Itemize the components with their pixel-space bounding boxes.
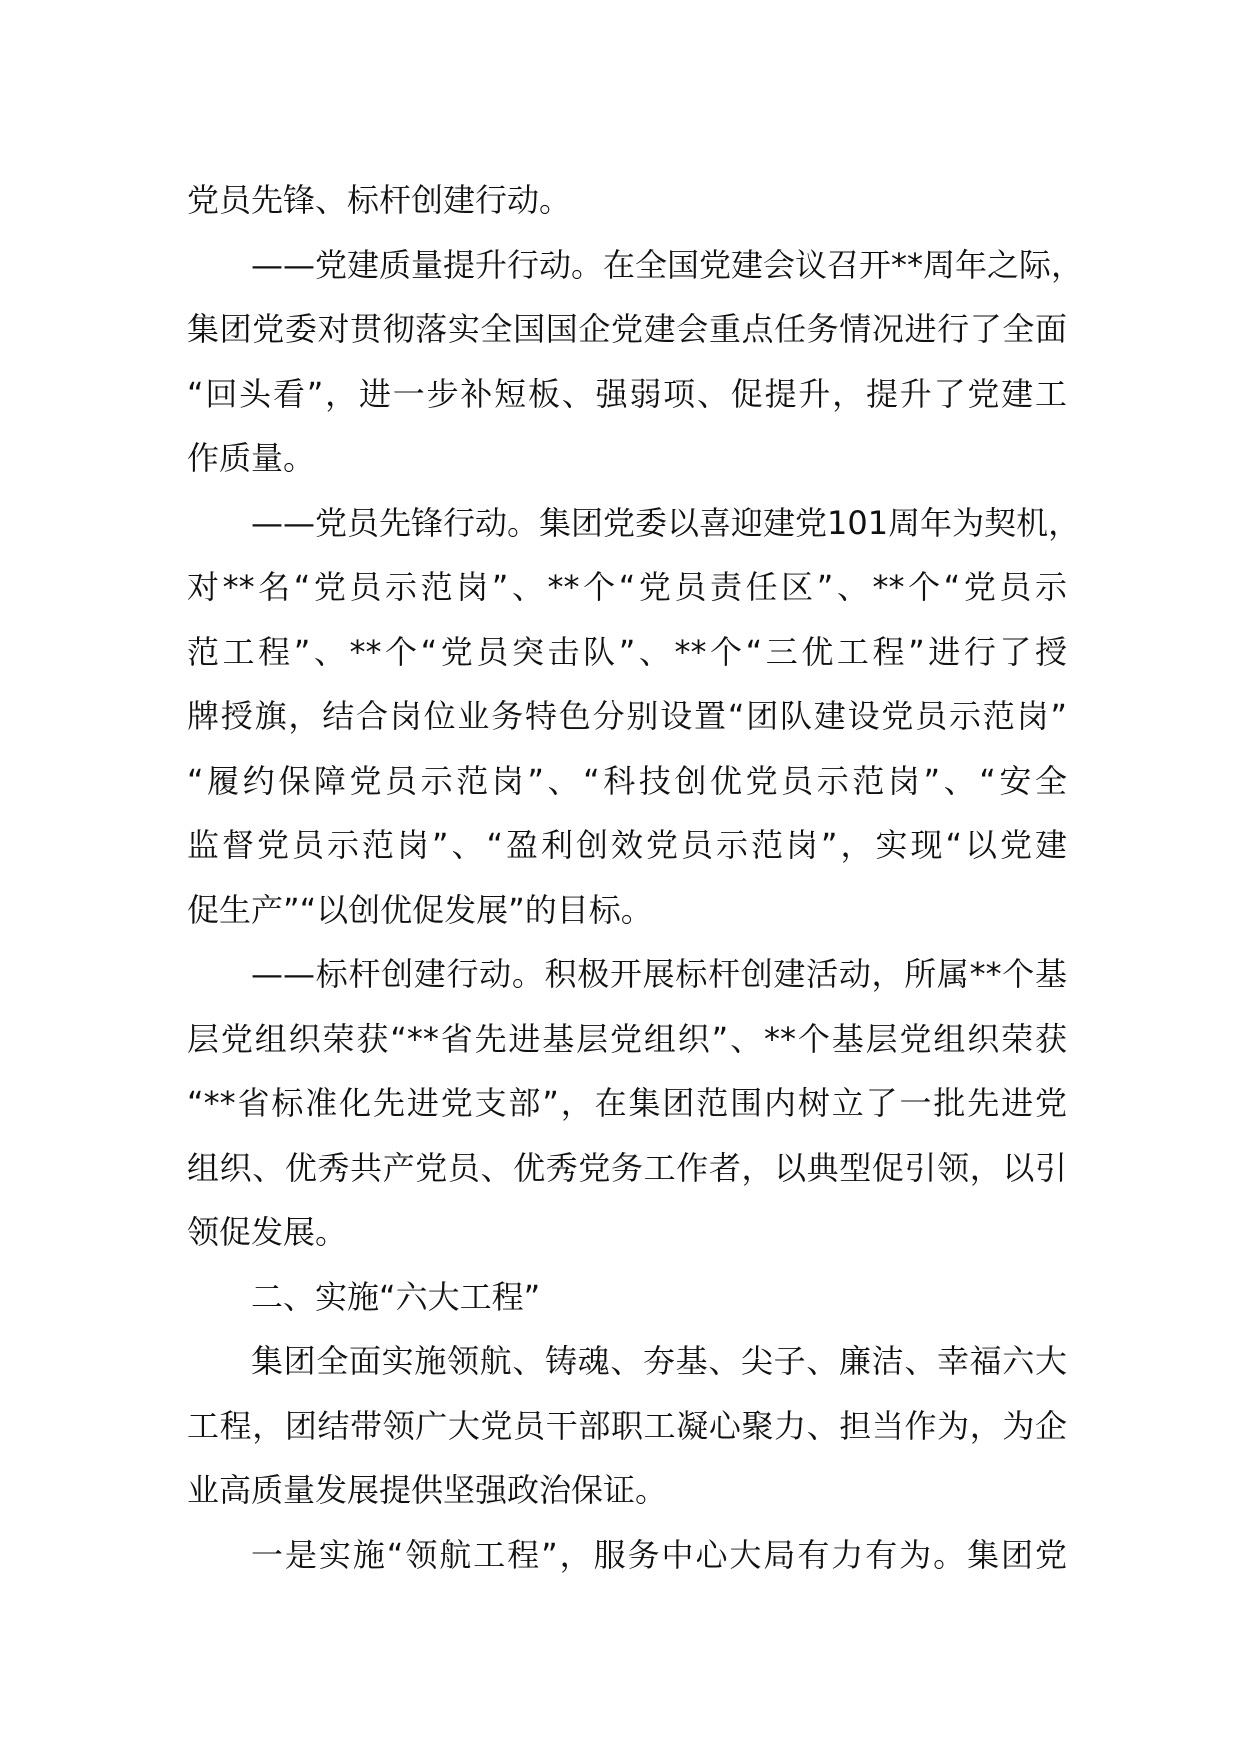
- text-line: 促生产”“以创优促发展”的目标。: [187, 890, 653, 929]
- text-line: ——标杆创建行动。积极开展标杆创建活动，所属**个基: [251, 955, 1067, 993]
- document-body: [187, 168, 1084, 1587]
- text-line: “履约保障党员示范岗”、“科技创优党员示范岗”、“安全: [187, 761, 1067, 800]
- text-line: 集团全面实施领航、铸魂、夯基、尖子、廉洁、幸福六大: [251, 1342, 1067, 1380]
- text-line: 一是实施“领航工程”，服务中心大局有力有为。集团党: [251, 1535, 1067, 1574]
- text-line: 监督党员示范岗”、“盈利创效党员示范岗”，实现“以党建: [187, 826, 1067, 864]
- text-line: ——党员先锋行动。集团党委以喜迎建党101周年为契机，: [251, 503, 1081, 542]
- text-line: 党员先锋、标杆创建行动。: [187, 181, 572, 219]
- text-line: “回头看”，进一步补短板、强弱项、促提升，提升了党建工: [187, 374, 1067, 413]
- text-line: ——党建质量提升行动。在全国党建会议召开**周年之际，: [251, 245, 1084, 284]
- text-line: 工程，团结带领广大党员干部职工凝心聚力、担当作为，为企: [187, 1406, 1067, 1445]
- text-line: 领促发展。: [187, 1213, 348, 1251]
- text-line: “**省标准化先进党支部”，在集团范围内树立了一批先进党: [187, 1084, 1067, 1122]
- text-line: 集团党委对贯彻落实全国国企党建会重点任务情况进行了全面: [187, 310, 1067, 348]
- text-line: 对**名“党员示范岗”、**个“党员责任区”、**个“党员示: [187, 568, 1067, 606]
- text-line: 作质量。: [187, 439, 316, 477]
- text-line: 组织、优秀共产党员、优秀党务工作者，以典型促引领，以引: [187, 1148, 1067, 1187]
- text-line: 范工程”、**个“党员突击队”、**个“三优工程”进行了授: [187, 632, 1067, 671]
- section-heading: 二、实施“六大工程”: [251, 1277, 541, 1316]
- text-line: 层党组织荣获“**省先进基层党组织”、**个基层党组织荣获: [187, 1019, 1067, 1058]
- text-line: 业高质量发展提供坚强政治保证。: [187, 1471, 668, 1509]
- text-line: 牌授旗，结合岗位业务特色分别设置“团队建设党员示范岗”: [187, 697, 1067, 735]
